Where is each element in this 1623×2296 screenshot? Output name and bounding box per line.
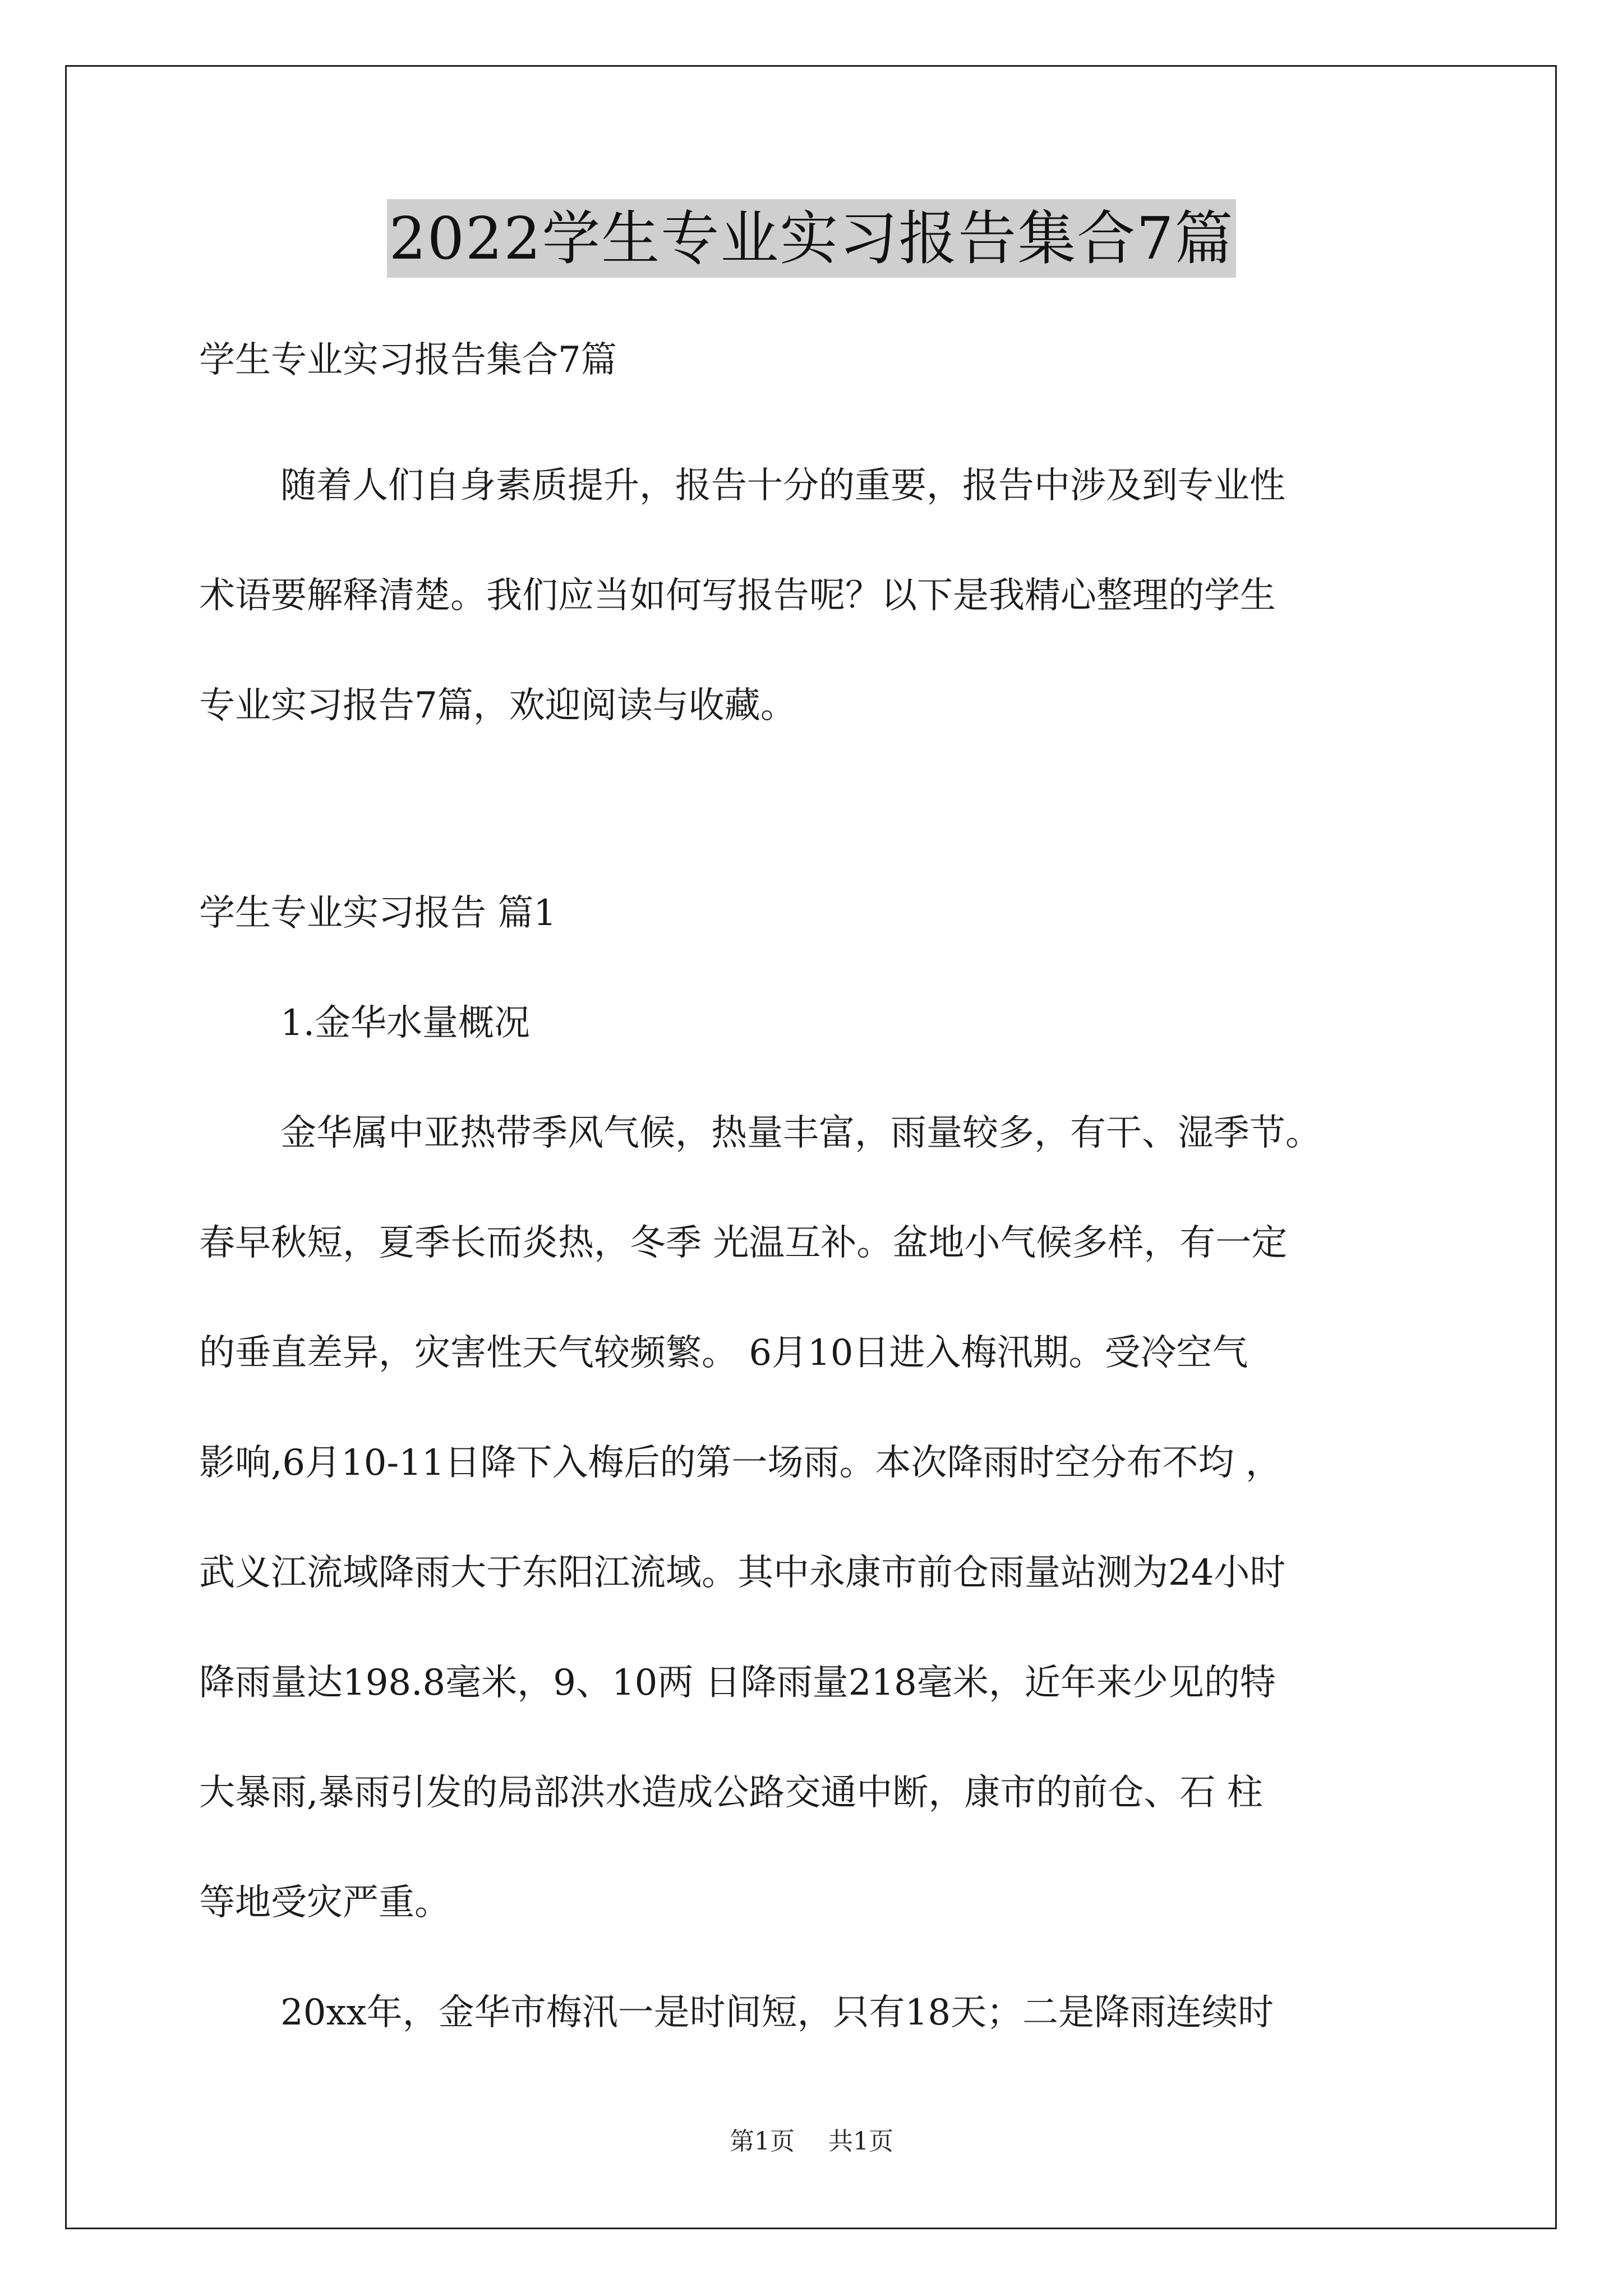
subsection-heading: 1.金华水量概况 xyxy=(280,1002,531,1044)
document-title: 2022学生专业实习报告集合7篇 xyxy=(387,199,1237,278)
section-heading: 学生专业实习报告 篇1 xyxy=(199,892,557,934)
paragraph-line: 随着人们自身素质提升，报告十分的重要，报告中涉及到专业性 xyxy=(280,465,1285,507)
subtitle-line: 学生专业实习报告集合7篇 xyxy=(199,339,617,381)
page-footer xyxy=(0,2126,1623,2157)
page-number: 第1页 xyxy=(730,2127,795,2156)
paragraph-line: 术语要解释清楚。我们应当如何写报告呢？以下是我精心整理的学生 xyxy=(199,575,1276,616)
paragraph-line: 大暴雨,暴雨引发的局部洪水造成公路交通中断，康市的前仓、石 柱 xyxy=(199,1772,1263,1814)
paragraph-line: 春早秋短，夏季长而炎热，冬季 光温互补。盆地小气候多样，有一定 xyxy=(199,1222,1288,1264)
title-wrap xyxy=(0,199,1623,278)
paragraph-line: 降雨量达198.8毫米，9、10两 日降雨量218毫米，近年来少见的特 xyxy=(199,1662,1276,1704)
paragraph-line: 20xx年，金华市梅汛一是时间短，只有18天；二是降雨连续时 xyxy=(280,1992,1274,2033)
paragraph-line: 等地受灾严重。 xyxy=(199,1882,450,1924)
paragraph-line: 武义江流域降雨大于东阳江流域。其中永康市前仓雨量站测为24小时 xyxy=(199,1552,1286,1594)
total-pages: 共1页 xyxy=(828,2127,893,2156)
paragraph-line: 专业实习报告7篇，欢迎阅读与收藏。 xyxy=(199,685,796,726)
paragraph-line: 影响,6月10-11日降下入梅后的第一场雨。本次降雨时空分布不均 ， xyxy=(199,1442,1281,1484)
paragraph-line: 的垂直差异，灾害性天气较频繁。 6月10日进入梅汛期。受冷空气 xyxy=(199,1332,1248,1374)
paragraph-line: 金华属中亚热带季风气候，热量丰富，雨量较多，有干、湿季节。 xyxy=(280,1112,1321,1154)
